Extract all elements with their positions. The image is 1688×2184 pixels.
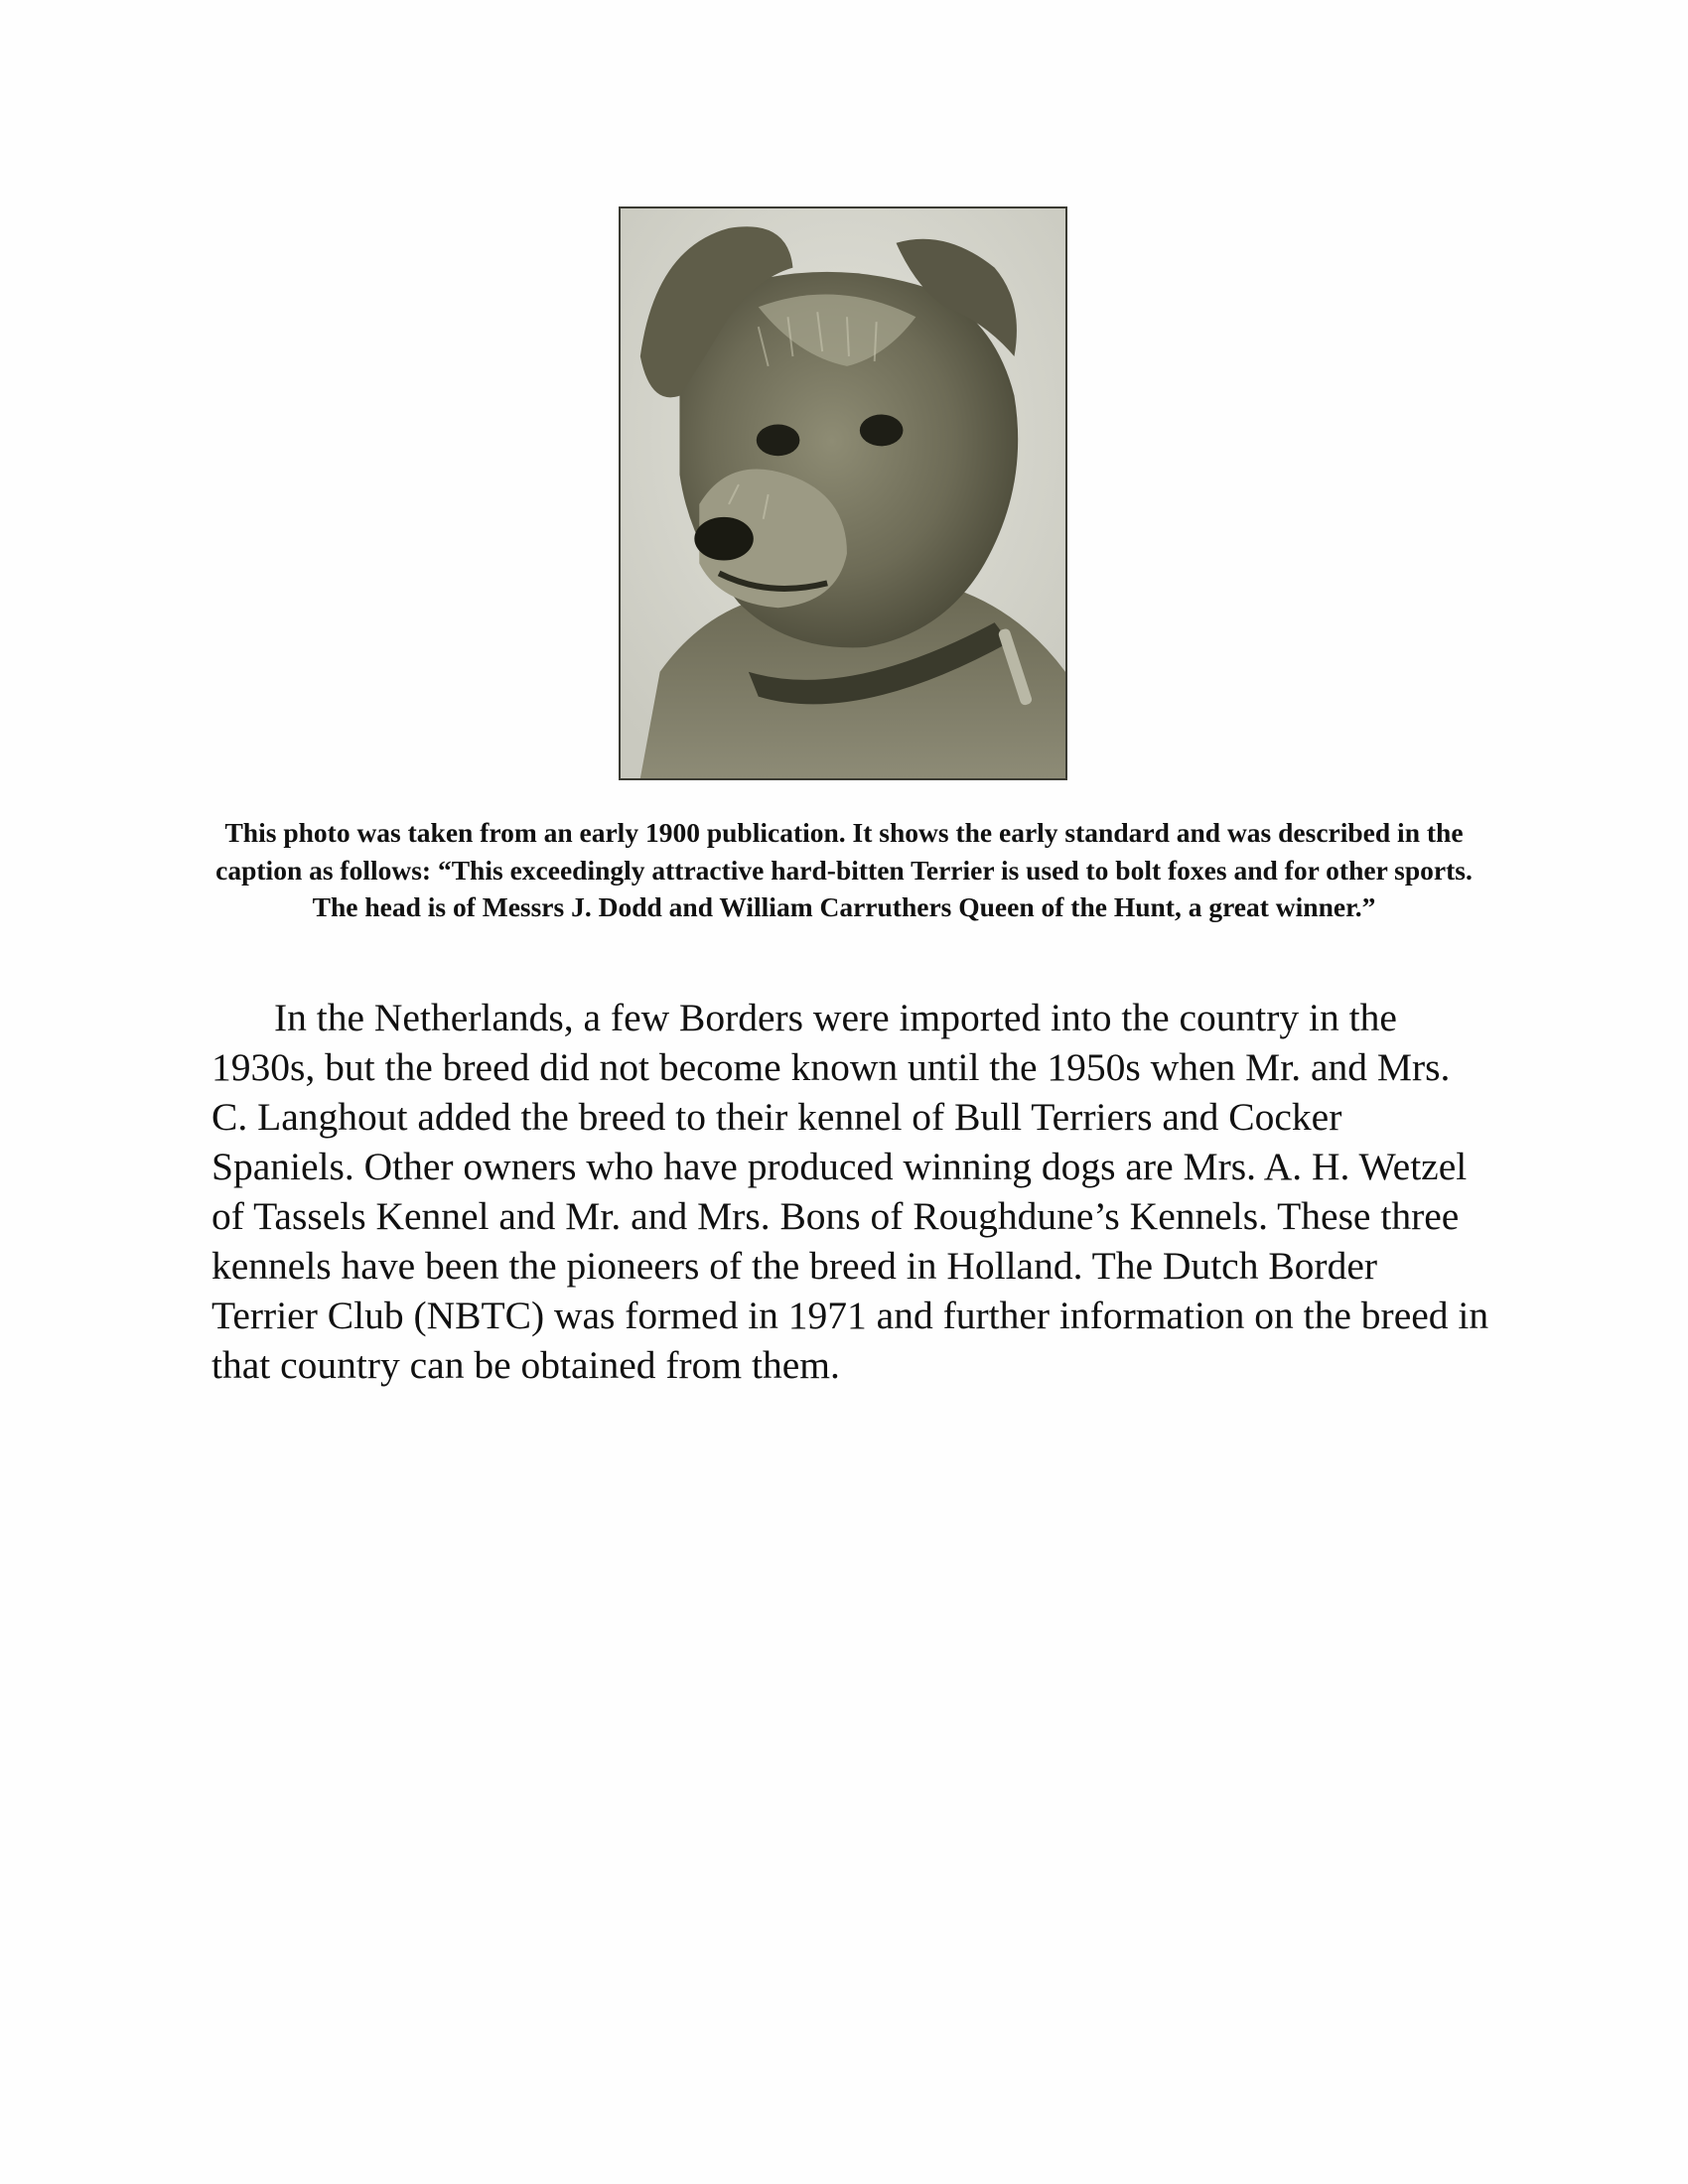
photo-caption: This photo was taken from an early 1900 publication. It shows the early standard and was described in the caption as follows: “This exceedingly attractive hard-bitten Terrier is used to bolt foxes and for other sports. The head is of Messrs J. Dodd and William Carruthers Queen of the Hunt, a great winner.” bbox=[215, 817, 1473, 922]
dog-photo bbox=[619, 206, 1067, 780]
terrier-portrait-image bbox=[621, 208, 1065, 778]
body-paragraph: In the Netherlands, a few Borders were imported into the country in the 1930s, but the breed did not become known until the 1950s when Mr. and Mrs. C. Langhout added the breed to their kennel of Bull Terriers and Cocker Spaniels. Other owners who have produced winning dogs are Mrs. A. H. Wetzel of Tassels Kennel and Mr. and Mrs. Bons of Roughdune’s Kennels. These three kennels have been the pioneers of the breed in Holland. The Dutch Border Terrier Club (NBTC) was formed in 1971 and further information on the breed in that country can be obtained from them. bbox=[211, 996, 1489, 1387]
